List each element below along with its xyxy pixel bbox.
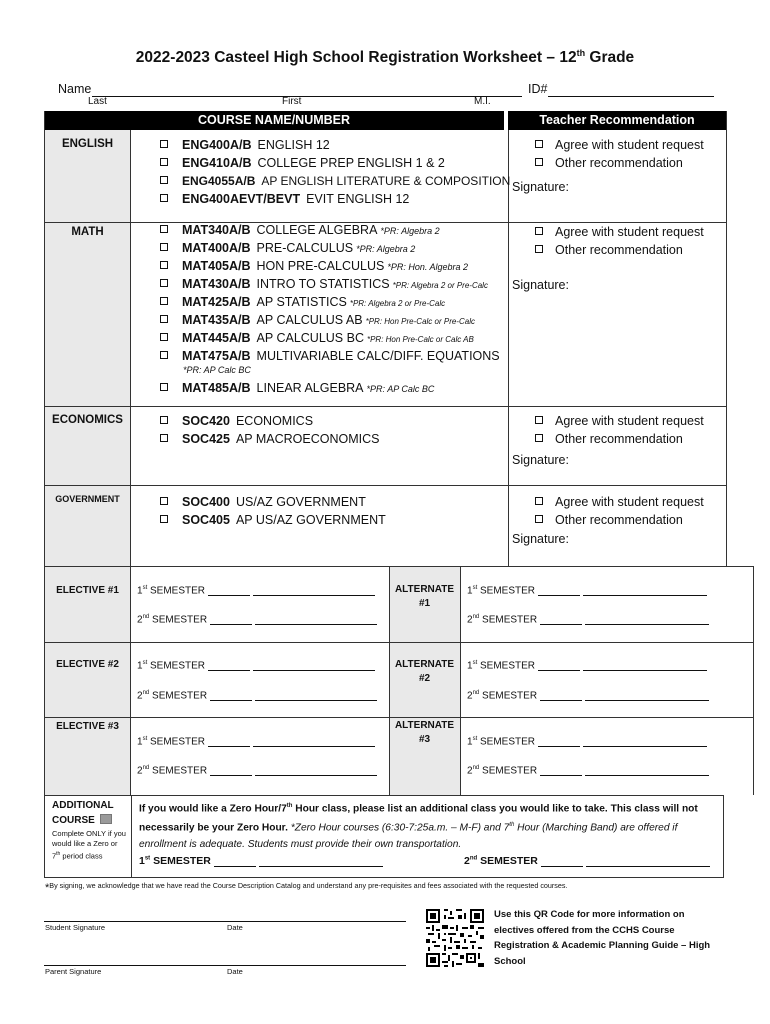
alt-semester-2-field[interactable]: 2nd SEMESTER	[467, 614, 709, 625]
grid-line	[508, 130, 509, 567]
course-option[interactable]: MAT405A/B HON PRE-CALCULUS *PR: Hon. Algebra 2	[160, 257, 468, 275]
alternate-2-label: ALTERNATE #2	[394, 659, 455, 684]
alternate-1-label: ALTERNATE #1	[394, 584, 455, 609]
checkbox[interactable]	[160, 158, 168, 166]
alt-semester-2-field[interactable]: 2nd SEMESTER	[467, 690, 709, 701]
zero-semester-1-field[interactable]: 1st SEMESTER	[139, 855, 383, 867]
grid-line	[130, 566, 131, 795]
course-option[interactable]: SOC400 US/AZ GOVERNMENT	[160, 493, 366, 511]
parent-signature-line[interactable]	[44, 965, 406, 966]
grid-line	[723, 795, 724, 877]
semester-2-field[interactable]: 2nd SEMESTER	[137, 614, 377, 625]
checkbox[interactable]	[160, 261, 168, 269]
alt-semester-1-field[interactable]: 1st SEMESTER	[467, 660, 707, 671]
parent-signature-label: Parent Signature	[45, 967, 102, 976]
grid-line	[44, 795, 45, 877]
checkbox[interactable]	[160, 140, 168, 148]
agree-option[interactable]: Agree with student request	[535, 493, 704, 511]
last-name-label: Last	[88, 96, 107, 107]
checkbox[interactable]	[160, 243, 168, 251]
checkbox[interactable]	[535, 158, 543, 166]
course-option[interactable]: SOC420 ECONOMICS	[160, 412, 313, 430]
economics-label: ECONOMICS	[52, 414, 123, 426]
checkbox[interactable]	[535, 227, 543, 235]
page-title: 2022-2023 Casteel High School Registration Worksheet – 12th Grade	[135, 48, 635, 67]
zero-semester-2-field[interactable]: 2nd SEMESTER	[464, 855, 710, 867]
grid-line	[130, 130, 131, 567]
shaded-box-icon	[100, 814, 112, 824]
grid-line	[44, 485, 727, 486]
checkbox[interactable]	[535, 497, 543, 505]
checkbox[interactable]	[160, 515, 168, 523]
checkbox[interactable]	[535, 245, 543, 253]
teacher-header: Teacher Recommendation	[508, 111, 726, 130]
alt-semester-1-field[interactable]: 1st SEMESTER	[467, 736, 707, 747]
middle-initial-label: M.I.	[474, 96, 491, 107]
qr-code-icon[interactable]	[426, 909, 484, 967]
other-option[interactable]: Other recommendation	[535, 241, 683, 259]
checkbox[interactable]	[535, 515, 543, 523]
course-option[interactable]: MAT485A/B LINEAR ALGEBRA *PR: AP Calc BC	[160, 379, 434, 397]
elective-1-label: ELECTIVE #1	[56, 585, 119, 596]
semester-1-field[interactable]: 1st SEMESTER	[137, 585, 375, 596]
other-option[interactable]: Other recommendation	[535, 511, 683, 529]
checkbox[interactable]	[160, 279, 168, 287]
course-option[interactable]: MAT425A/B AP STATISTICS *PR: Algebra 2 or Pre-Calc	[160, 293, 445, 311]
name-field[interactable]	[92, 96, 522, 97]
course-option[interactable]: MAT430A/B INTRO TO STATISTICS *PR: Algebra 2 or Pre-Calc	[160, 275, 488, 293]
additional-course-note: Complete ONLY if you would like a Zero or 7th period class	[52, 829, 126, 861]
course-option[interactable]: ENG400A/B ENGLISH 12	[160, 136, 330, 154]
signature-label: Signature:	[512, 180, 569, 194]
grid-line	[753, 566, 754, 795]
grid-line	[44, 717, 754, 718]
government-label: GOVERNMENT	[55, 494, 120, 504]
course-option[interactable]: MAT435A/B AP CALCULUS AB *PR: Hon Pre-Calc or Pre-Calc	[160, 311, 475, 329]
english-label: ENGLISH	[61, 138, 114, 150]
checkbox[interactable]	[160, 416, 168, 424]
signature-label: Signature:	[512, 278, 569, 292]
checkbox[interactable]	[160, 333, 168, 341]
elective-3-label: ELECTIVE #3	[56, 721, 119, 732]
other-option[interactable]: Other recommendation	[535, 154, 683, 172]
semester-2-field[interactable]: 2nd SEMESTER	[137, 765, 377, 776]
semester-1-field[interactable]: 1st SEMESTER	[137, 736, 375, 747]
grid-line	[131, 795, 132, 877]
alternate-3-label: ALTERNATE #3	[394, 720, 455, 745]
id-label: ID#	[528, 82, 548, 96]
course-option[interactable]: ENG410A/B COLLEGE PREP ENGLISH 1 & 2	[160, 154, 445, 172]
id-field[interactable]	[548, 96, 714, 97]
grid-line	[460, 566, 461, 795]
date-label: Date	[227, 923, 243, 932]
date-label: Date	[227, 967, 243, 976]
checkbox[interactable]	[160, 176, 168, 184]
checkbox[interactable]	[160, 351, 168, 359]
agree-option[interactable]: Agree with student request	[535, 223, 704, 241]
checkbox[interactable]	[535, 434, 543, 442]
student-signature-line[interactable]	[44, 921, 406, 922]
checkbox[interactable]	[160, 383, 168, 391]
student-signature-label: Student Signature	[45, 923, 106, 932]
zero-hour-instructions: If you would like a Zero Hour/7th Hour class, please list an additional class you would like to take. This class will not necessarily be your Zero Hour. *Zero Hour courses (6:30-7:25a.m. – M-F) and 7th Hour (Marching Band) are offered if enrollment is adequate. Students must provide their own transportation.	[139, 803, 698, 850]
elective-2-label: ELECTIVE #2	[56, 659, 119, 670]
grid-line	[726, 111, 727, 567]
alt-semester-2-field[interactable]: 2nd SEMESTER	[467, 765, 709, 776]
grid-line	[44, 642, 754, 643]
agree-option[interactable]: Agree with student request	[535, 136, 704, 154]
signature-label: Signature:	[512, 453, 569, 467]
course-option[interactable]: MAT475A/B MULTIVARIABLE CALC/DIFF. EQUATIONS	[160, 347, 500, 365]
grid-line	[44, 566, 45, 795]
first-name-label: First	[282, 96, 302, 107]
checkbox[interactable]	[160, 497, 168, 505]
course-option[interactable]: SOC425 AP MACROECONOMICS	[160, 430, 380, 448]
math-label: MATH	[71, 226, 104, 238]
acknowledgement-footnote: *By signing, we acknowledge that we have read the Course Description Catalog and understand any pre-requisites and fees associated with the requested courses.	[45, 881, 568, 894]
grid-line	[44, 877, 724, 878]
checkbox[interactable]	[160, 194, 168, 202]
grid-line	[44, 406, 727, 407]
course-option[interactable]: MAT400A/B PRE-CALCULUS *PR: Algebra 2	[160, 239, 415, 257]
course-option[interactable]: SOC405 AP US/AZ GOVERNMENT	[160, 511, 386, 529]
grid-line	[44, 795, 724, 796]
checkbox[interactable]	[535, 140, 543, 148]
checkbox[interactable]	[160, 434, 168, 442]
other-option[interactable]: Other recommendation	[535, 430, 683, 448]
semester-1-field[interactable]: 1st SEMESTER	[137, 660, 375, 671]
course-option[interactable]: ENG400AEVT/BEVT EVIT ENGLISH 12	[160, 190, 409, 208]
checkbox[interactable]	[160, 297, 168, 305]
signature-label: Signature:	[512, 532, 569, 546]
checkbox[interactable]	[535, 416, 543, 424]
semester-2-field[interactable]: 2nd SEMESTER	[137, 690, 377, 701]
course-option[interactable]: MAT340A/B COLLEGE ALGEBRA *PR: Algebra 2	[160, 221, 440, 239]
course-option[interactable]: ENG4055A/B AP ENGLISH LITERATURE & COMPOSITION	[160, 172, 510, 190]
agree-option[interactable]: Agree with student request	[535, 412, 704, 430]
alt-semester-1-field[interactable]: 1st SEMESTER	[467, 585, 707, 596]
checkbox[interactable]	[160, 225, 168, 233]
name-label: Name	[58, 82, 92, 96]
course-option[interactable]: MAT445A/B AP CALCULUS BC *PR: Hon Pre-Calc or Calc AB	[160, 329, 474, 347]
checkbox[interactable]	[160, 315, 168, 323]
elective-label-column	[45, 567, 130, 795]
course-header: COURSE NAME/NUMBER	[44, 111, 504, 130]
additional-course-label: ADDITIONAL COURSE	[52, 800, 114, 826]
qr-code-caption: Use this QR Code for more information on electives offered from the CCHS Course Registration & Academic Planning Guide – High School	[494, 909, 711, 967]
prerequisite-note: *PR: AP Calc BC	[183, 365, 251, 375]
